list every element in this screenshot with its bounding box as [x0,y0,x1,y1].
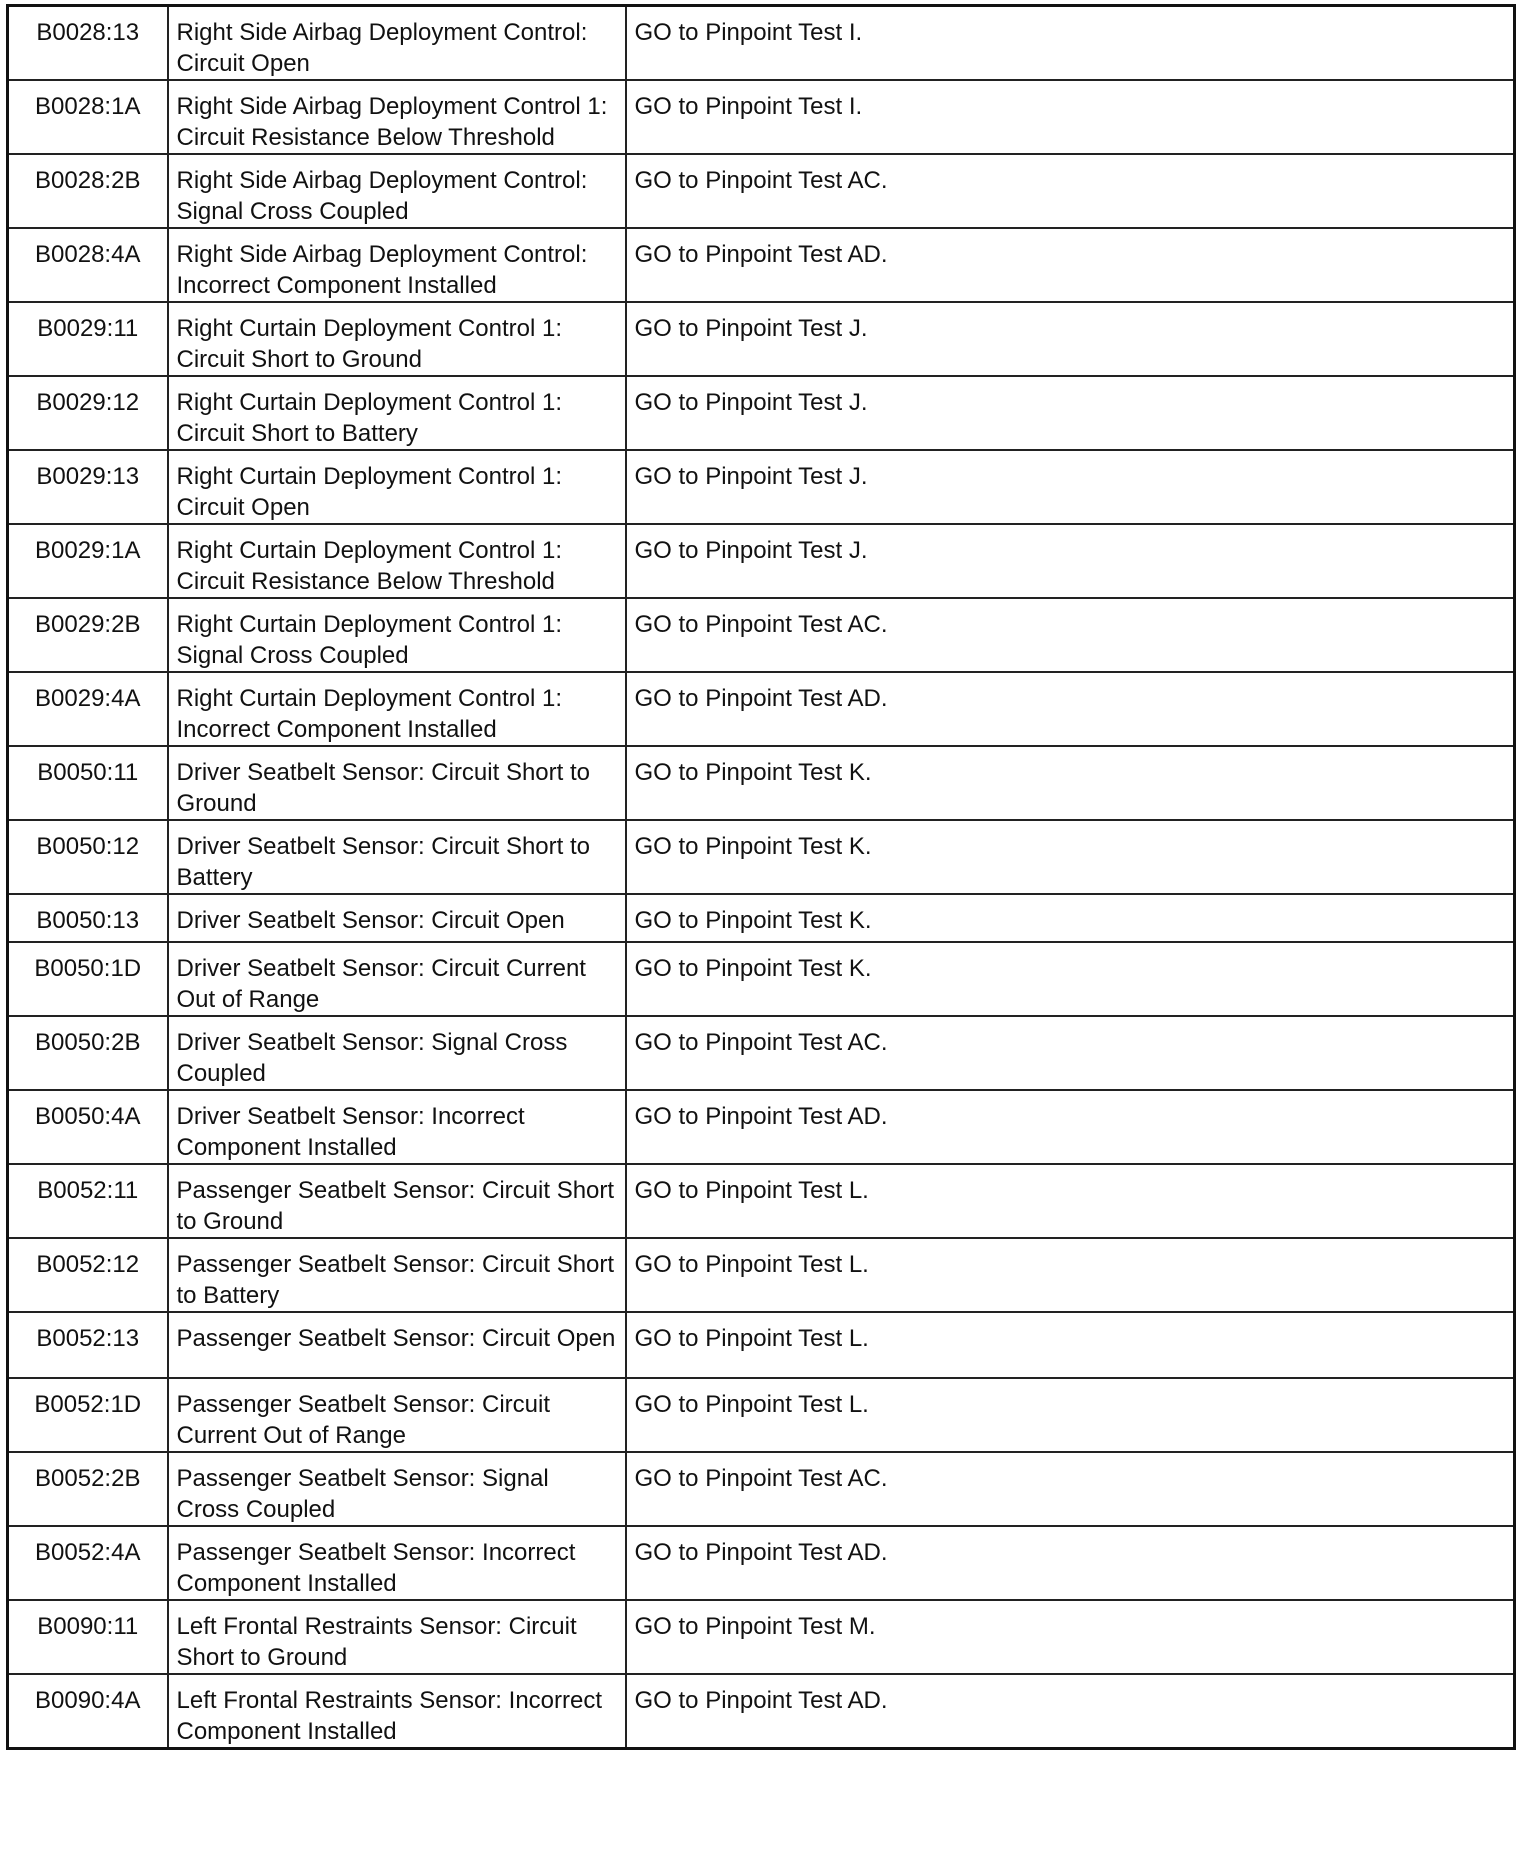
dtc-code-cell: B0052:2B [8,1452,168,1526]
table-row [8,80,1515,154]
table-row [8,746,1515,820]
dtc-description-cell: Passenger Seatbelt Sensor: Circuit Open [168,1312,626,1378]
table-row [8,1378,1515,1452]
dtc-action-cell: GO to Pinpoint Test K. [626,894,1515,942]
table-row [8,894,1515,942]
dtc-description-cell: Right Curtain Deployment Control 1: Circuit Short to Ground [168,302,626,376]
dtc-code-cell: B0050:11 [8,746,168,820]
table-row [8,6,1515,81]
table-row [8,228,1515,302]
dtc-action-cell: GO to Pinpoint Test L. [626,1164,1515,1238]
dtc-description-cell: Driver Seatbelt Sensor: Circuit Short to Ground [168,746,626,820]
table-row [8,1312,1515,1378]
table-row [8,450,1515,524]
dtc-action-cell: GO to Pinpoint Test K. [626,820,1515,894]
dtc-description-cell: Driver Seatbelt Sensor: Circuit Open [168,894,626,942]
table-row [8,942,1515,1016]
table-row [8,1526,1515,1600]
dtc-action-cell: GO to Pinpoint Test I. [626,6,1515,81]
table-row [8,1238,1515,1312]
dtc-description-cell: Driver Seatbelt Sensor: Signal Cross Coupled [168,1016,626,1090]
dtc-action-cell: GO to Pinpoint Test I. [626,80,1515,154]
dtc-description-cell: Passenger Seatbelt Sensor: Circuit Current Out of Range [168,1378,626,1452]
dtc-code-cell: B0029:4A [8,672,168,746]
table-row [8,820,1515,894]
dtc-action-cell: GO to Pinpoint Test AC. [626,598,1515,672]
dtc-code-cell: B0029:13 [8,450,168,524]
dtc-action-cell: GO to Pinpoint Test M. [626,1600,1515,1674]
dtc-code-cell: B0052:13 [8,1312,168,1378]
dtc-description-cell: Passenger Seatbelt Sensor: Incorrect Component Installed [168,1526,626,1600]
dtc-code-cell: B0029:12 [8,376,168,450]
dtc-code-cell: B0029:2B [8,598,168,672]
dtc-action-cell: GO to Pinpoint Test J. [626,376,1515,450]
dtc-code-cell: B0050:2B [8,1016,168,1090]
table-row [8,1600,1515,1674]
dtc-action-cell: GO to Pinpoint Test AC. [626,1016,1515,1090]
table-row [8,598,1515,672]
dtc-action-cell: GO to Pinpoint Test K. [626,746,1515,820]
dtc-action-cell: GO to Pinpoint Test AD. [626,1674,1515,1749]
dtc-action-cell: GO to Pinpoint Test AC. [626,154,1515,228]
dtc-description-cell: Left Frontal Restraints Sensor: Circuit Short to Ground [168,1600,626,1674]
dtc-code-cell: B0090:11 [8,1600,168,1674]
table-row [8,1016,1515,1090]
dtc-description-cell: Left Frontal Restraints Sensor: Incorrect Component Installed [168,1674,626,1749]
dtc-action-cell: GO to Pinpoint Test J. [626,450,1515,524]
dtc-description-cell: Right Curtain Deployment Control 1: Signal Cross Coupled [168,598,626,672]
dtc-description-cell: Driver Seatbelt Sensor: Circuit Current Out of Range [168,942,626,1016]
table-row [8,672,1515,746]
dtc-table [6,4,1516,1750]
dtc-description-cell: Right Curtain Deployment Control 1: Circuit Short to Battery [168,376,626,450]
dtc-code-cell: B0050:4A [8,1090,168,1164]
dtc-description-cell: Right Side Airbag Deployment Control: Incorrect Component Installed [168,228,626,302]
table-row [8,524,1515,598]
table-row [8,376,1515,450]
dtc-description-cell: Passenger Seatbelt Sensor: Signal Cross Coupled [168,1452,626,1526]
dtc-action-cell: GO to Pinpoint Test AD. [626,672,1515,746]
dtc-code-cell: B0052:12 [8,1238,168,1312]
dtc-code-cell: B0090:4A [8,1674,168,1749]
dtc-action-cell: GO to Pinpoint Test AD. [626,1526,1515,1600]
dtc-code-cell: B0052:4A [8,1526,168,1600]
dtc-code-cell: B0052:11 [8,1164,168,1238]
dtc-description-cell: Right Side Airbag Deployment Control: Signal Cross Coupled [168,154,626,228]
dtc-action-cell: GO to Pinpoint Test K. [626,942,1515,1016]
table-row [8,1090,1515,1164]
dtc-action-cell: GO to Pinpoint Test AD. [626,1090,1515,1164]
dtc-code-cell: B0029:1A [8,524,168,598]
dtc-description-cell: Right Side Airbag Deployment Control 1: Circuit Resistance Below Threshold [168,80,626,154]
dtc-description-cell: Driver Seatbelt Sensor: Circuit Short to Battery [168,820,626,894]
dtc-description-cell: Right Curtain Deployment Control 1: Circuit Open [168,450,626,524]
dtc-action-cell: GO to Pinpoint Test AD. [626,228,1515,302]
dtc-code-cell: B0029:11 [8,302,168,376]
dtc-action-cell: GO to Pinpoint Test L. [626,1378,1515,1452]
dtc-code-cell: B0052:1D [8,1378,168,1452]
dtc-code-cell: B0028:13 [8,6,168,81]
dtc-action-cell: GO to Pinpoint Test J. [626,524,1515,598]
dtc-code-cell: B0050:1D [8,942,168,1016]
dtc-description-cell: Passenger Seatbelt Sensor: Circuit Short to Battery [168,1238,626,1312]
dtc-action-cell: GO to Pinpoint Test L. [626,1238,1515,1312]
dtc-code-cell: B0050:13 [8,894,168,942]
dtc-code-cell: B0028:4A [8,228,168,302]
table-row [8,1674,1515,1749]
dtc-action-cell: GO to Pinpoint Test J. [626,302,1515,376]
dtc-code-cell: B0028:1A [8,80,168,154]
dtc-table-body [8,6,1515,1749]
table-row [8,154,1515,228]
dtc-code-cell: B0028:2B [8,154,168,228]
table-row [8,1164,1515,1238]
dtc-description-cell: Right Side Airbag Deployment Control: Circuit Open [168,6,626,81]
dtc-action-cell: GO to Pinpoint Test AC. [626,1452,1515,1526]
dtc-description-cell: Driver Seatbelt Sensor: Incorrect Component Installed [168,1090,626,1164]
dtc-description-cell: Right Curtain Deployment Control 1: Incorrect Component Installed [168,672,626,746]
dtc-action-cell: GO to Pinpoint Test L. [626,1312,1515,1378]
dtc-description-cell: Passenger Seatbelt Sensor: Circuit Short to Ground [168,1164,626,1238]
dtc-code-cell: B0050:12 [8,820,168,894]
table-row [8,1452,1515,1526]
dtc-description-cell: Right Curtain Deployment Control 1: Circuit Resistance Below Threshold [168,524,626,598]
table-row [8,302,1515,376]
